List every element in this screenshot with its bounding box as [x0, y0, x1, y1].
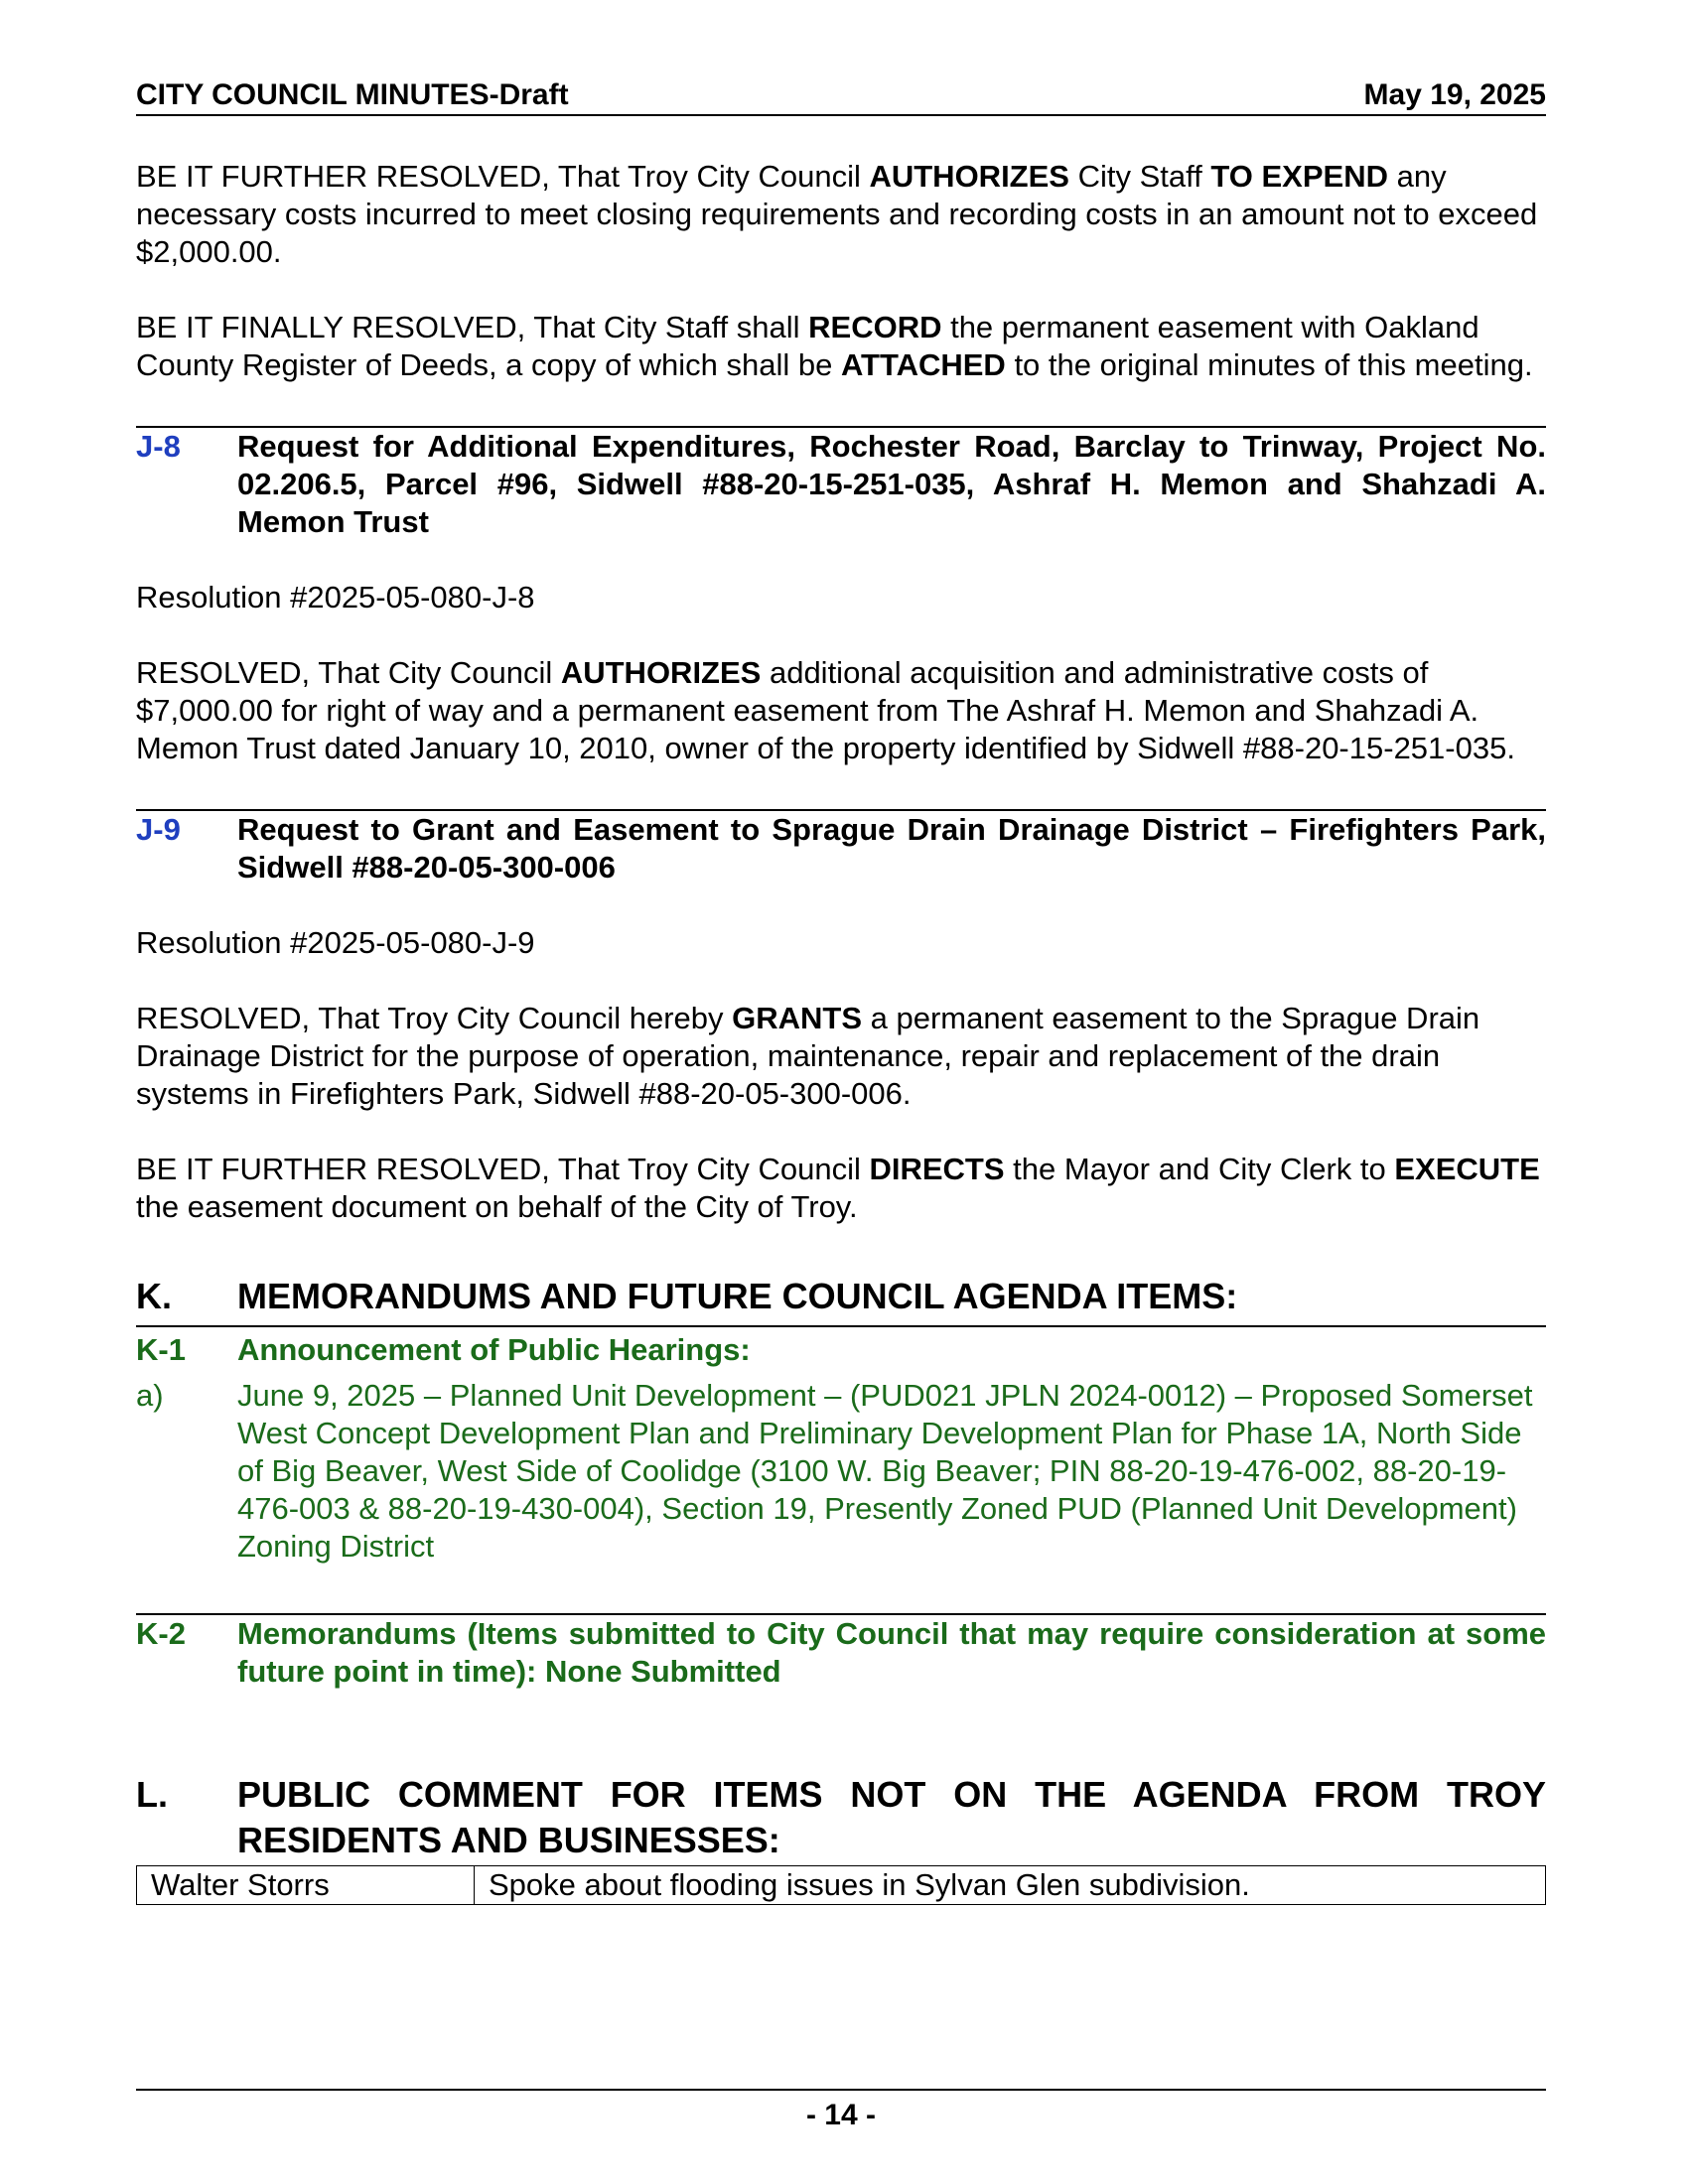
item-number: J-8	[136, 429, 181, 464]
header-date: May 19, 2025	[1363, 78, 1546, 111]
header-title: CITY COUNCIL MINUTES-Draft	[136, 78, 569, 111]
item-number: K-2	[136, 1616, 186, 1651]
item-number: K-1	[136, 1332, 186, 1367]
section-letter: K.	[136, 1276, 172, 1316]
entry-label: a)	[136, 1378, 164, 1413]
page-number: - 14 -	[136, 2089, 1546, 2134]
section-title: MEMORANDUMS AND FUTURE COUNCIL AGENDA ITEMS:	[237, 1276, 1238, 1316]
resolution-text: RESOLVED, That Troy City Council hereby GRANTS a permanent easement to the Sprague Drain Drainage District for the purpose of operation, maintenance, repair and replacement of the drain systems in Firefighters Park, Sidwell #88-20-05-300-006.	[136, 1001, 1480, 1111]
item-title: Request for Additional Expenditures, Rochester Road, Barclay to Trinway, Project No. 02.206.5, Parcel #96, Sidwell #88-20-15-251-035, Ashraf H. Memon and Shahzadi A. Memon Trust	[237, 429, 1546, 539]
public-hearing-entry	[136, 1377, 1546, 1566]
section-letter: L.	[136, 1774, 168, 1815]
item-title: Request to Grant and Easement to Sprague Drain Drainage District – Firefighters Park, Sidwell #88-20-05-300-006	[237, 812, 1546, 885]
public-comment-table	[136, 1865, 1546, 1905]
item-j9-heading	[136, 809, 1546, 887]
item-k1-heading	[136, 1331, 1546, 1369]
section-l-heading	[136, 1772, 1546, 1863]
resolution-number: Resolution #2025-05-080-J-9	[136, 925, 535, 960]
comment-text: Spoke about flooding issues in Sylvan Glen subdivision.	[489, 1867, 1250, 1902]
resolution-text: RESOLVED, That City Council AUTHORIZES additional acquisition and administrative costs of $7,000.00 for right of way and a permanent easement from The Ashraf H. Memon and Shahzadi A. Memon Trust dated January 10, 2010, owner of the property identified by Sidwell #88-20-15-251-035.	[136, 655, 1515, 765]
section-k-heading	[136, 1274, 1546, 1327]
further-resolved-paragraph: BE IT FURTHER RESOLVED, That Troy City Council DIRECTS the Mayor and City Clerk to EXECUTE the easement document on behalf of the City of Troy.	[136, 1152, 1540, 1224]
section-title: PUBLIC COMMENT FOR ITEMS NOT ON THE AGENDA FROM TROY RESIDENTS AND BUSINESSES:	[237, 1774, 1546, 1860]
entry-text: June 9, 2025 – Planned Unit Development – (PUD021 JPLN 2024-0012) – Proposed Somerset West Concept Development Plan and Preliminary Development Plan for Phase 1A, North Side of Big Beaver, West Side of Coolidge (3100 W. Big Beaver; PIN 88-20-19-476-002, 88-20-19-476-003 & 88-20-19-430-004), Section 19, Presently Zoned PUD (Planned Unit Development) Zoning District	[237, 1378, 1533, 1564]
page	[136, 77, 1546, 1905]
finally-resolved-paragraph: BE IT FINALLY RESOLVED, That City Staff shall RECORD the permanent easement with Oakland County Register of Deeds, a copy of which shall be ATTACHED to the original minutes of this meeting.	[136, 310, 1533, 382]
page-header	[136, 77, 1546, 116]
item-k2-heading	[136, 1613, 1546, 1691]
further-resolved-paragraph: BE IT FURTHER RESOLVED, That Troy City Council AUTHORIZES City Staff TO EXPEND any necessary costs incurred to meet closing requirements and recording costs in an amount not to exceed $2,000.00.	[136, 159, 1538, 269]
resolution-number: Resolution #2025-05-080-J-8	[136, 580, 535, 614]
item-number: J-9	[136, 812, 181, 847]
commenter-name: Walter Storrs	[137, 1866, 475, 1904]
item-title: Memorandums (Items submitted to City Council that may require consideration at some future point in time): None Submitted	[237, 1616, 1546, 1689]
item-j8-heading	[136, 426, 1546, 541]
item-title: Announcement of Public Hearings:	[237, 1332, 751, 1367]
